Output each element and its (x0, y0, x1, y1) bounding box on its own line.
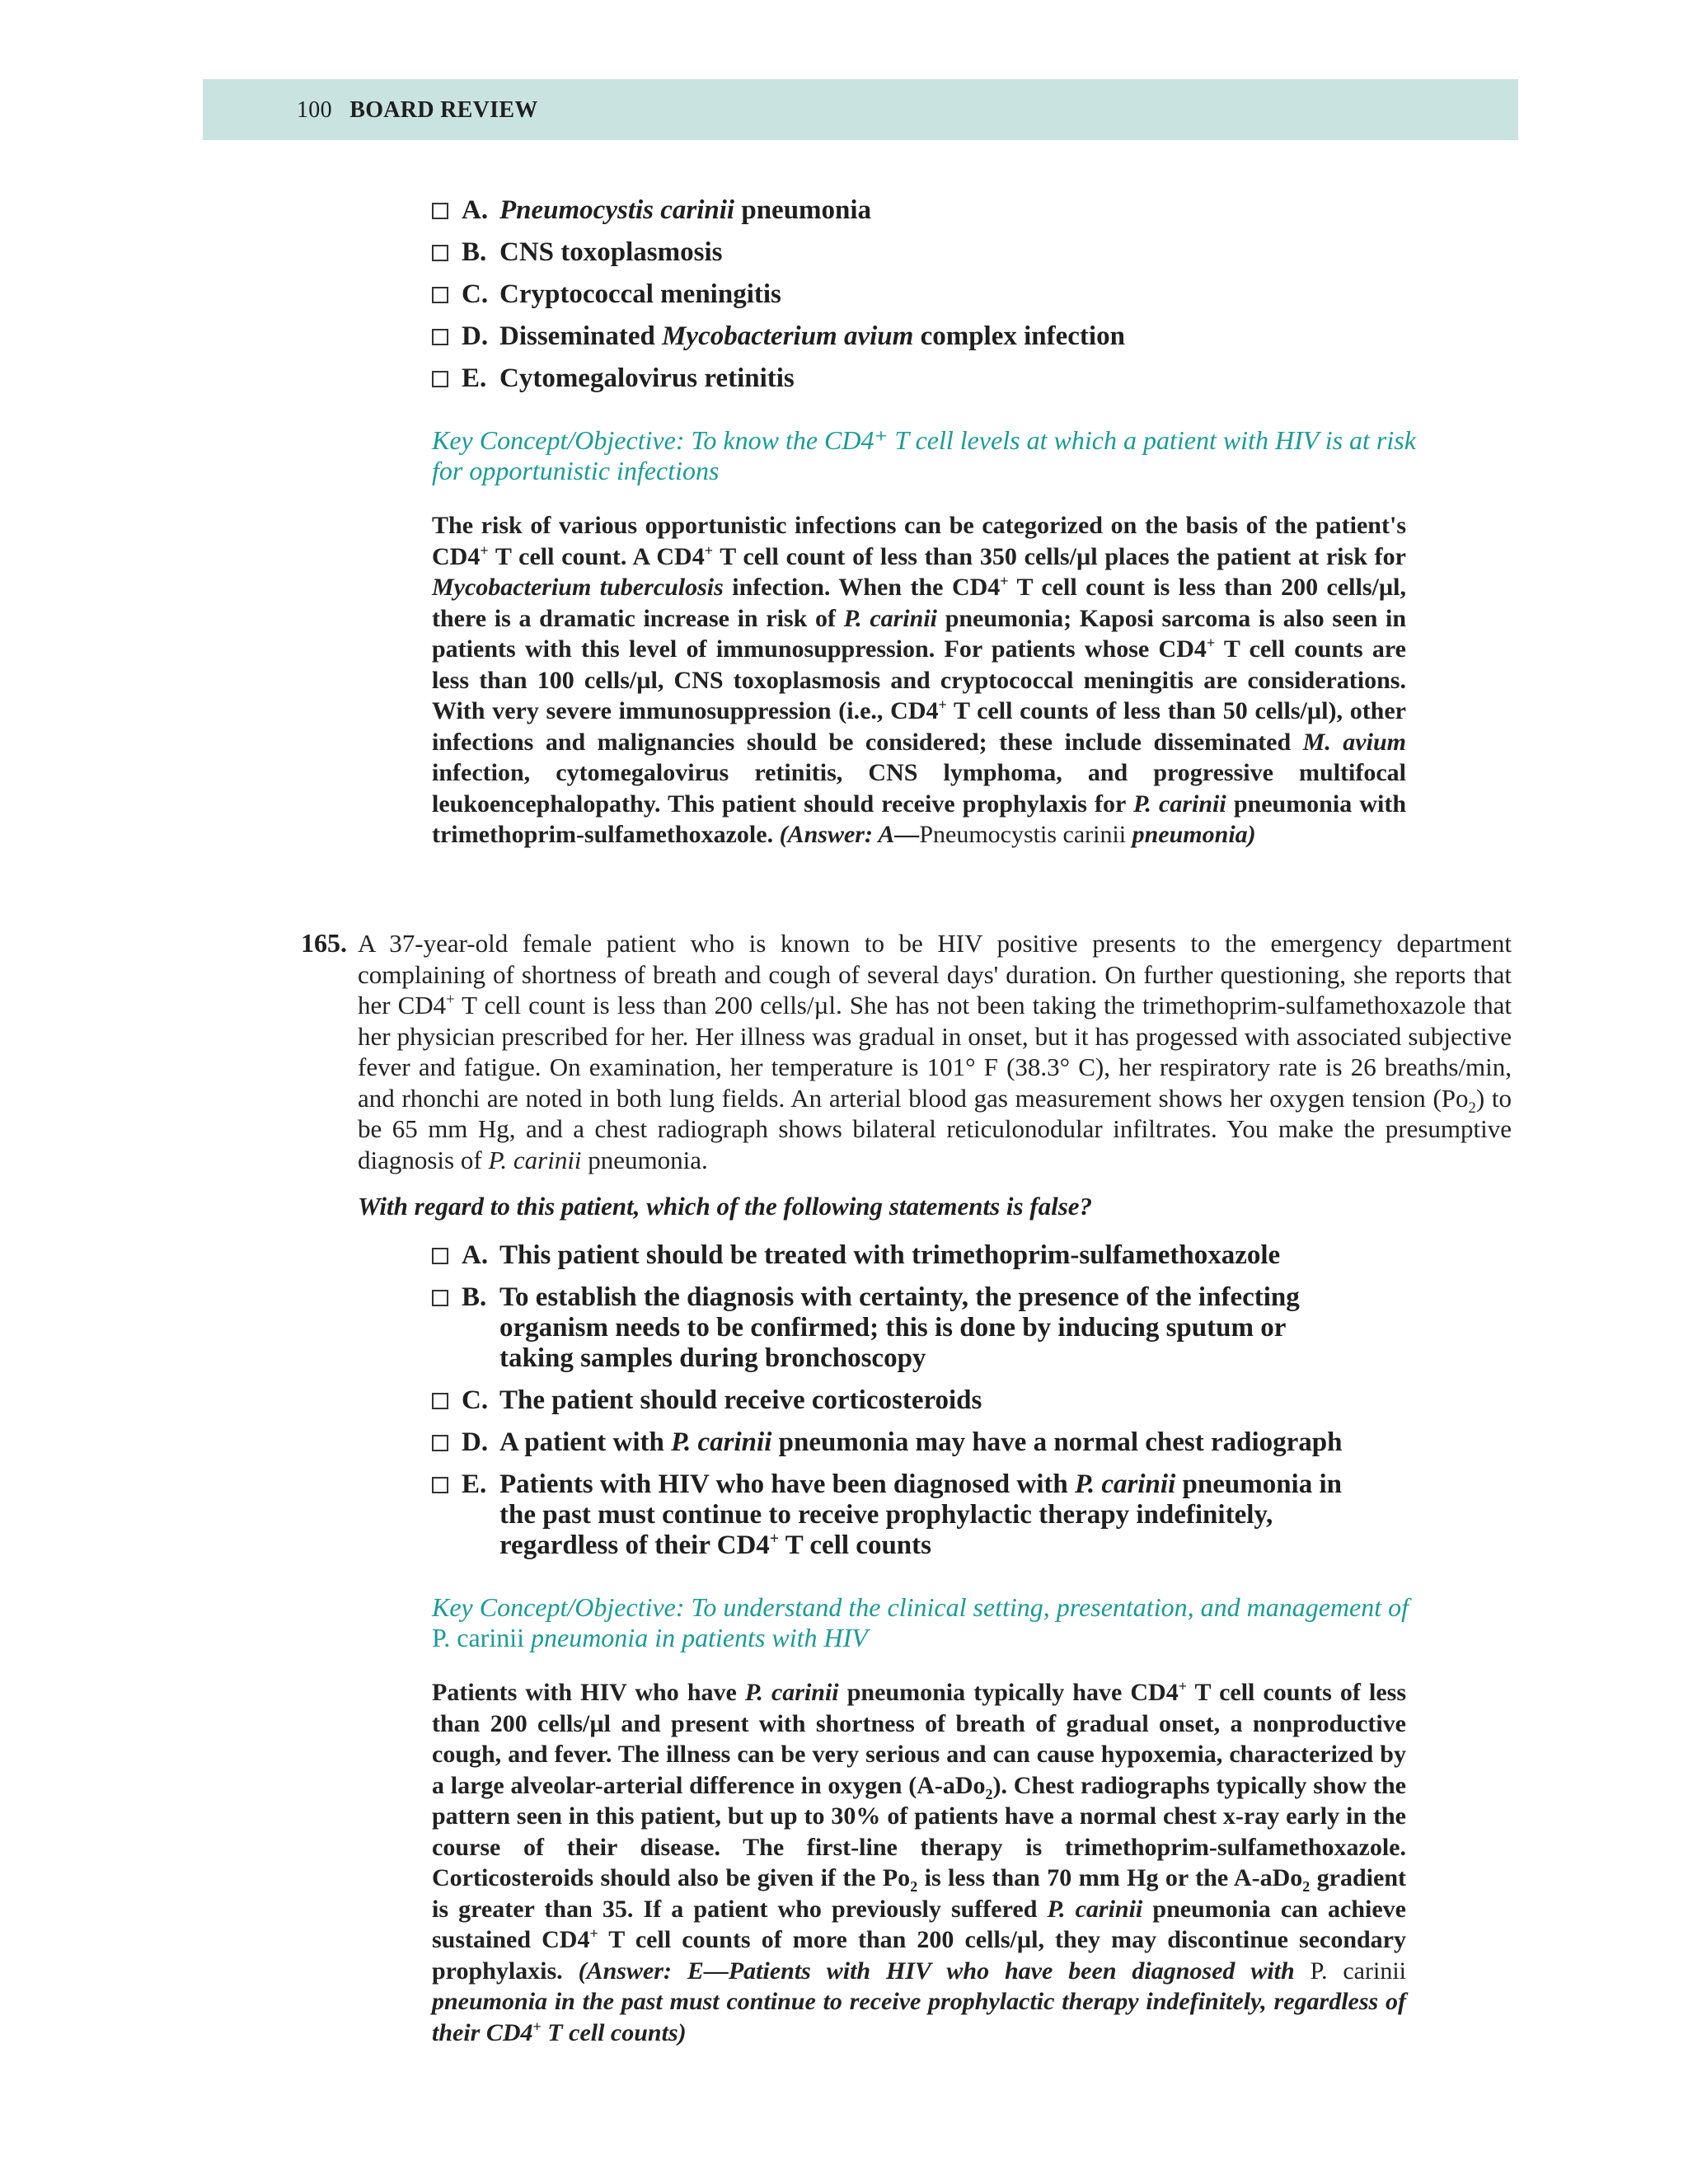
text-run: + (1206, 635, 1216, 651)
option-letter: B. (462, 237, 487, 267)
text-run: 2 (985, 1785, 993, 1802)
text-run: + (704, 541, 713, 559)
text-run: Pneumocystis carinii (499, 195, 735, 225)
answer-option[interactable] (432, 1240, 1355, 1271)
text-run: pneumonia may have a normal chest radiograph (771, 1427, 1343, 1457)
text-run: T cell count is less than 200 cells/µl. She has not been taking the trimethoprim-sulfamethoxazole that her physician prescribed for her. Her illness was gradual in onset, but it has progessed with associated subjective fever and fatigue. On examination, her temperature is 101° F (38.3° C), her respiratory rate is 26 breaths/min, and rhonchi are noted in both lung fields. An arterial blood gas measurement shows her oxygen tension (Po (358, 991, 1512, 1113)
explanation-165 (432, 1677, 1406, 2048)
running-header (297, 97, 538, 124)
header-title: BOARD REVIEW (349, 97, 538, 123)
option-letter: A. (462, 195, 489, 225)
answer-options-164 (432, 195, 1125, 405)
text-run: T cell counts are less than 100 cells/µl, CNS toxoplasmosis and cryptococcal meningitis are considerations. With very severe immunosuppression (i.e., CD4 (432, 635, 1406, 724)
text-run: + (480, 541, 489, 559)
text-run: M. avium (1302, 728, 1406, 756)
option-text (499, 1282, 1300, 1373)
text-run: + (589, 1925, 598, 1942)
checkbox-icon[interactable] (432, 1290, 448, 1306)
text-run: T cell counts of more than 200 cells/µl, they may discontinue secondary prophylaxis. (432, 1926, 1406, 1985)
text-run: Cryptococcal meningitis (499, 279, 781, 309)
text-run: T cell counts) (541, 2018, 687, 2046)
explanation-164 (432, 510, 1406, 851)
text-run: P. carinii (1310, 1957, 1406, 1985)
answer-option[interactable] (432, 1282, 1355, 1374)
answer-option[interactable] (432, 237, 1125, 268)
text-run: P. carinii (843, 604, 937, 632)
text-run: + (446, 991, 455, 1009)
answer-option[interactable] (432, 1427, 1355, 1458)
option-letter: A. (462, 1240, 489, 1270)
text-run: Cytomegalovirus retinitis (499, 363, 795, 393)
text-run: T cell count is less than 200 cells/µl, there is a dramatic increase in risk of (432, 574, 1406, 632)
checkbox-icon[interactable] (432, 329, 448, 345)
text-run: The risk of various opportunistic infections can be categorized on the basis of the patient's CD4 (432, 512, 1406, 570)
checkbox-icon[interactable] (432, 1393, 448, 1409)
text-run: P. carinii (1047, 1895, 1143, 1923)
text-run: (Answer: E—Patients with HIV who have been diagnosed with (578, 1957, 1311, 1985)
option-text (499, 1427, 1343, 1457)
answer-option[interactable] (432, 279, 1125, 310)
text-run: P. carinii (1074, 1469, 1176, 1499)
checkbox-icon[interactable] (432, 371, 448, 387)
text-run: gradient is greater than 35. If a patient who previously suffered (432, 1864, 1406, 1923)
text-run: CNS toxoplasmosis (499, 237, 723, 267)
text-run: This patient should be treated with trimethoprim-sulfamethoxazole (499, 1240, 1281, 1270)
option-letter: D. (462, 321, 489, 351)
page-number: 100 (297, 97, 332, 123)
text-run: P. carinii (432, 1623, 524, 1652)
text-run: pneumonia in the past must continue to receive prophylactic therapy indefinitely, regardless of their CD4 (432, 1988, 1406, 2046)
text-run: P. carinii (671, 1427, 772, 1457)
checkbox-icon[interactable] (432, 1477, 448, 1493)
text-run: A patient with (499, 1427, 672, 1457)
text-run: pneumonia) (1126, 821, 1256, 848)
text-run: Pneumocystis carinii (919, 821, 1127, 848)
text-run: T cell counts of less than 50 cells/µl), other infections and malignancies should be considered; these include disseminated (432, 697, 1406, 756)
checkbox-icon[interactable] (432, 245, 448, 261)
text-run: + (769, 1530, 780, 1548)
question-number: 165. (301, 928, 347, 958)
text-run: Mycobacterium tuberculosis (432, 574, 724, 601)
answer-option[interactable] (432, 363, 1125, 394)
text-run: 2 (1302, 1878, 1311, 1895)
key-concept-165 (432, 1592, 1421, 1653)
text-run: Patients with HIV who have (432, 1679, 745, 1706)
text-run: A 37-year-old female patient who is known to be HIV positive presents to the emergency department complaining of shortness of breath and cough of several days' duration. On further questioning, she reports that her CD4 (358, 929, 1512, 1019)
answer-option[interactable] (432, 321, 1125, 352)
option-text (499, 1469, 1342, 1560)
option-text (499, 1240, 1280, 1270)
option-letter: B. (462, 1282, 487, 1312)
text-run: infection, cytomegalovirus retinitis, CNS lymphoma, and progressive multifocal leukoencephalopathy. This patient should receive prophylaxis for (432, 759, 1406, 818)
text-run: Key Concept/Objective: To understand the clinical setting, presentation, and management of (432, 1592, 1409, 1622)
text-run: ). Chest radiographs typically show the pattern seen in this patient, but up to 30% of patients have a normal chest x-ray early in the course of their disease. The first-line therapy is trimethoprim-sulfamethoxazole. Corticosteroids should also be given if the Po (432, 1771, 1406, 1891)
option-letter: D. (462, 1427, 489, 1457)
question-prompt: With regard to this patient, which of the following statements is false? (358, 1192, 1093, 1221)
text-run: complex infection (913, 321, 1125, 351)
text-run: pneumonia can achieve sustained CD4 (432, 1895, 1406, 1953)
text-run: (Answer: A— (779, 821, 920, 848)
text-run: T cell count of less than 350 cells/µl places the patient at risk for (712, 542, 1406, 570)
text-run: Disseminated (499, 321, 663, 351)
text-run: + (938, 696, 947, 713)
text-run: The patient should receive corticosteroids (499, 1385, 982, 1415)
text-run: Mycobacterium avium (662, 321, 914, 351)
answer-option[interactable] (432, 195, 1125, 226)
text-run: pneumonia (734, 195, 872, 225)
answer-option[interactable] (432, 1469, 1355, 1561)
text-run: P. carinii (1132, 790, 1226, 818)
text-run: To establish the diagnosis with certainty, the presence of the infecting organism needs to be confirmed; this is done by inducing sputum or taking samples during bronchoscopy (499, 1282, 1300, 1373)
text-run: T cell counts (779, 1530, 931, 1560)
answer-options-165 (432, 1240, 1355, 1572)
text-run: T cell count. A CD4 (488, 542, 705, 570)
text-run: pneumonia. (581, 1145, 708, 1174)
text-run: P. carinii (488, 1145, 582, 1174)
text-run: + (1000, 573, 1009, 589)
option-letter: C. (462, 1385, 489, 1415)
option-text (499, 195, 871, 225)
text-run: is less than 70 mm Hg or the A-aDo (917, 1864, 1303, 1891)
text-run: pneumonia typically have CD4 (838, 1679, 1179, 1706)
checkbox-icon[interactable] (432, 1435, 448, 1451)
text-run: Patients with HIV who have been diagnosed with (499, 1469, 1075, 1499)
text-run: P. carinii (744, 1679, 839, 1706)
text-run: + (532, 2018, 542, 2035)
option-letter: E. (462, 363, 487, 393)
option-text (499, 321, 1125, 351)
option-text (499, 237, 722, 267)
text-run: infection. When the CD4 (723, 574, 1001, 601)
text-run: 2 (910, 1878, 918, 1895)
text-run: pneumonia; Kaposi sarcoma is also seen in patients with this level of immunosuppression. For patients whose CD4 (432, 604, 1407, 663)
checkbox-icon[interactable] (432, 1248, 448, 1264)
text-run: pneumonia in patients with HIV (523, 1623, 868, 1652)
text-run: pneumonia in the past must continue to receive prophylactic therapy indefinitely, regardless of their CD4 (499, 1469, 1342, 1560)
text-run: pneumonia with trimethoprim-sulfamethoxazole. (432, 790, 1406, 848)
text-run: 2 (1468, 1099, 1476, 1117)
text-run: T cell counts of less than 200 cells/µl and present with shortness of breath of gradual onset, a nonproductive cough, and fever. The illness can be very serious and can cause hypoxemia, characterized by a large alveolar-arterial difference in oxygen (A-aDo (432, 1679, 1406, 1799)
option-text (499, 1385, 982, 1415)
checkbox-icon[interactable] (432, 287, 448, 303)
question-stem (358, 928, 1512, 1175)
option-letter: C. (462, 279, 489, 309)
text-run: + (1178, 1678, 1187, 1694)
key-concept-164: Key Concept/Objective: To know the CD4⁺ T cell levels at which a patient with HIV is at risk for opportunistic infections (432, 425, 1416, 485)
answer-option[interactable] (432, 1385, 1355, 1416)
option-letter: E. (462, 1469, 487, 1499)
text-run: ) to be 65 mm Hg, and a chest radiograph shows bilateral reticulonodular infiltrates. You make the presumptive diagnosis of (358, 1083, 1512, 1174)
checkbox-icon[interactable] (432, 203, 448, 219)
option-text (499, 279, 781, 309)
option-text (499, 363, 795, 393)
